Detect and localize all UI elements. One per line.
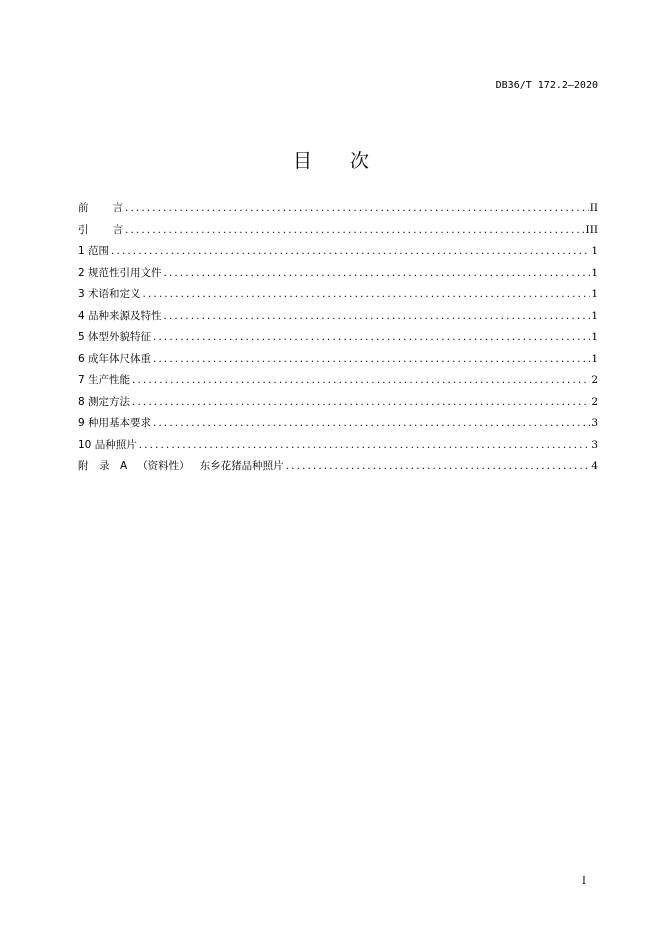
toc-entry-label: 10 品种照片 — [78, 438, 137, 451]
toc-entry-page: 1 — [591, 309, 598, 322]
table-of-contents — [78, 198, 598, 478]
toc-leader-dots — [153, 349, 590, 371]
toc-leader-dots — [286, 456, 591, 478]
page-number: I — [582, 876, 586, 887]
toc-entry-terms[interactable] — [78, 284, 598, 306]
toc-entry-page: 1 — [591, 331, 598, 343]
toc-entry-breed-origin[interactable] — [78, 306, 598, 328]
toc-leader-dots — [139, 435, 591, 457]
toc-entry-breed-photos[interactable] — [78, 435, 598, 457]
toc-entry-methods[interactable] — [78, 392, 598, 414]
toc-entry-label: 7 生产性能 — [78, 374, 131, 386]
title-char-2: 次 — [350, 150, 370, 172]
toc-leader-dots — [132, 392, 590, 414]
toc-entry-page: 3 — [591, 438, 598, 451]
toc-entry-page: 1 — [591, 288, 598, 300]
toc-leader-dots — [164, 263, 591, 285]
toc-entry-introduction[interactable] — [78, 220, 598, 242]
toc-entry-scope[interactable] — [78, 241, 598, 263]
toc-leader-dots — [164, 306, 591, 328]
toc-entry-label: 5 体型外貌特征 — [78, 331, 152, 343]
document-code: DB36/T 172.2—2020 — [495, 80, 598, 91]
toc-leader-dots — [111, 241, 590, 263]
toc-entry-label: 4 品种来源及特性 — [78, 309, 162, 322]
toc-leader-dots — [125, 198, 589, 220]
toc-entry-page: 3 — [591, 417, 598, 429]
toc-entry-label: 1 范围 — [78, 245, 110, 257]
toc-entry-appendix-a[interactable] — [78, 456, 598, 478]
toc-entry-page: 4 — [591, 460, 598, 472]
toc-entry-page: 1 — [591, 245, 598, 257]
toc-entry-normative-references[interactable] — [78, 263, 598, 285]
title-char-1: 目 — [292, 150, 312, 172]
toc-entry-label: 3 术语和定义 — [78, 288, 141, 300]
toc-leader-dots — [125, 220, 585, 242]
toc-entry-page: II — [589, 202, 598, 214]
toc-entry-label: 6 成年体尺体重 — [78, 352, 152, 365]
toc-entry-label: 9 种用基本要求 — [78, 417, 152, 429]
toc-entry-page: 1 — [591, 266, 598, 279]
toc-entry-label: 8 测定方法 — [78, 395, 131, 408]
toc-entry-page: 2 — [591, 374, 598, 386]
toc-leader-dots — [143, 284, 591, 306]
toc-entry-production[interactable] — [78, 370, 598, 392]
toc-entry-page: 1 — [591, 352, 598, 365]
toc-entry-label: 2 规范性引用文件 — [78, 266, 162, 279]
toc-entry-page: 2 — [591, 395, 598, 408]
toc-entry-label: 附 录 A （资料性） 东乡花猪品种照片 — [78, 460, 284, 472]
toc-entry-label: 前 言 — [78, 202, 123, 214]
toc-leader-dots — [153, 413, 590, 435]
toc-leader-dots — [153, 327, 590, 349]
toc-entry-body-size[interactable] — [78, 349, 598, 371]
page-title — [0, 146, 662, 173]
toc-entry-appearance[interactable] — [78, 327, 598, 349]
toc-entry-foreword[interactable] — [78, 198, 598, 220]
toc-entry-breeding-requirements[interactable] — [78, 413, 598, 435]
toc-entry-page: III — [585, 223, 598, 236]
toc-leader-dots — [132, 370, 590, 392]
toc-entry-label: 引 言 — [78, 223, 123, 236]
